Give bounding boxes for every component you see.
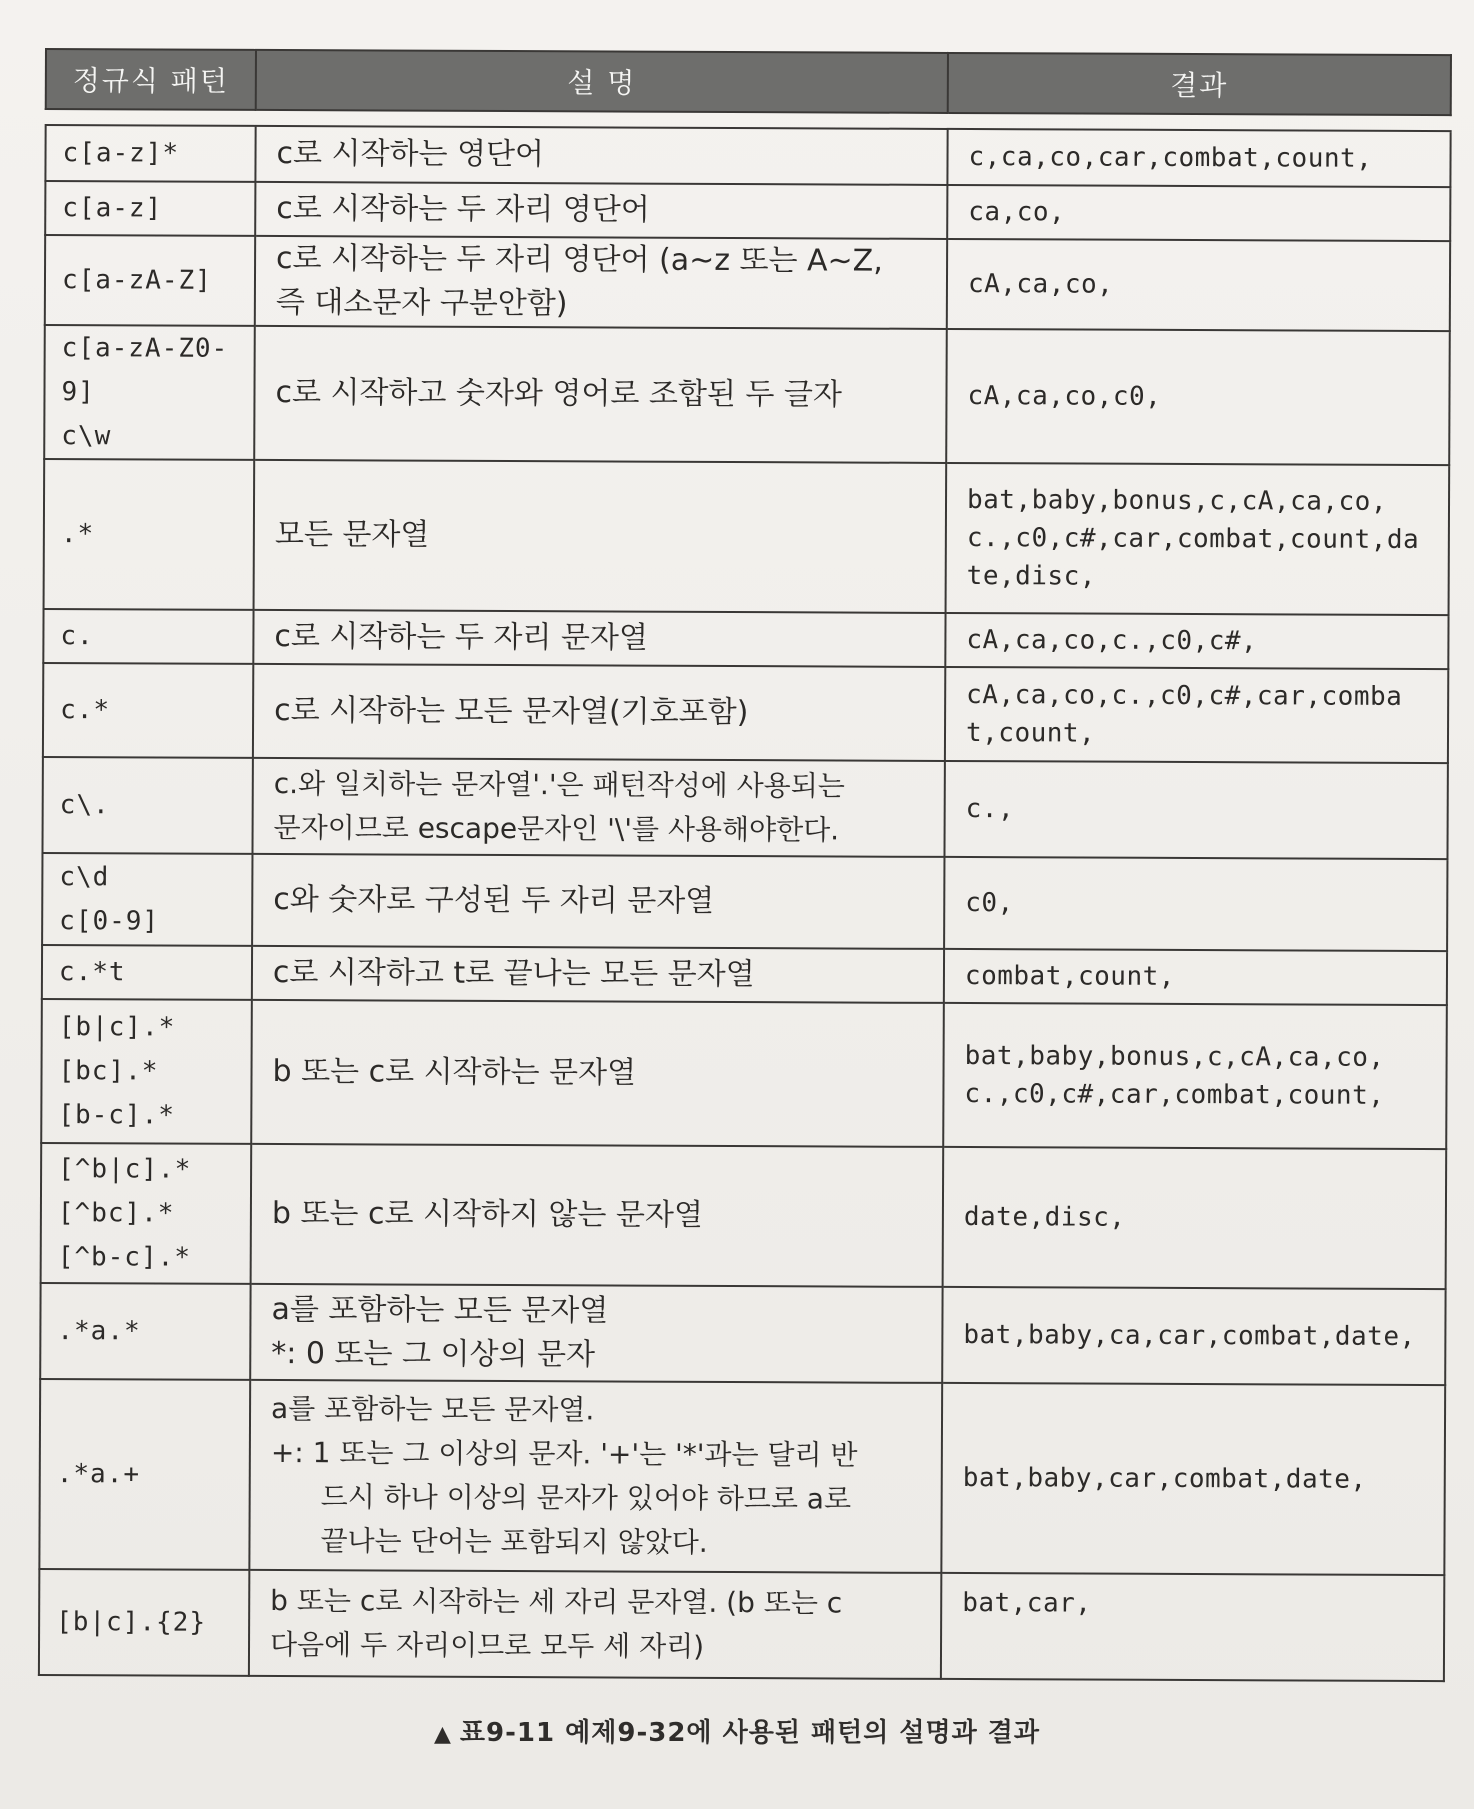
table-row — [39, 1379, 1445, 1575]
header-pattern: 정규식 패턴 — [46, 49, 256, 110]
table-row — [42, 853, 1447, 951]
pattern-cell: c[a-z] — [45, 181, 255, 236]
description-cell: c로 시작하는 두 자리 영단어 (a~z 또는 A~Z, 즉 대소문자 구분안함) — [255, 236, 947, 329]
result-cell: bat,baby,bonus,c,cA,ca,co,c.,c0,c#,car,combat,count,date,disc, — [946, 463, 1450, 615]
pattern-cell: .*a.* — [40, 1283, 250, 1380]
result-cell: cA,ca,co,c0, — [946, 329, 1450, 465]
pattern-cell: c. — [43, 609, 253, 664]
table-row — [43, 663, 1448, 763]
regex-pattern-table — [38, 48, 1452, 1682]
description-cell: c.와 일치하는 문자열'.'은 패턴작성에 사용되는 문자이므로 escape문자인 '\'를 사용해야한다. — [252, 758, 944, 857]
table-row — [45, 181, 1450, 241]
result-cell: ca,co, — [947, 185, 1450, 241]
result-cell: c0, — [944, 857, 1447, 951]
result-cell: date,disc, — [943, 1147, 1447, 1289]
description-cell: b 또는 c로 시작하는 문자열 — [251, 1000, 944, 1147]
description-cell: c로 시작하는 두 자리 문자열 — [253, 610, 945, 667]
result-cell: c,ca,co,car,combat,count, — [947, 129, 1450, 187]
header-result: 결과 — [948, 53, 1451, 115]
result-cell: bat,baby,ca,car,combat,date, — [942, 1287, 1445, 1385]
description-cell: 모든 문자열 — [254, 460, 947, 613]
description-cell: c로 시작하고 t로 끝나는 모든 문자열 — [252, 946, 944, 1003]
table-row — [42, 757, 1447, 859]
result-cell: cA,ca,co,c.,c0,c#,car,combat,count, — [945, 667, 1448, 763]
pattern-cell: c[a-z]* — [45, 125, 255, 182]
result-cell: c., — [944, 761, 1447, 859]
pattern-cell: c.*t — [42, 945, 252, 1000]
description-cell: c로 시작하는 두 자리 영단어 — [255, 182, 947, 239]
description-cell: c로 시작하는 모든 문자열(기호포함) — [253, 664, 945, 761]
description-cell: c로 시작하는 영단어 — [255, 126, 947, 185]
description-cell: c와 숫자로 구성된 두 자리 문자열 — [252, 854, 944, 949]
description-cell: a를 포함하는 모든 문자열 *: 0 또는 그 이상의 문자 — [250, 1284, 942, 1383]
pattern-cell: [b|c].* [bc].* [b-c].* — [41, 999, 252, 1144]
table-row — [44, 459, 1450, 615]
table-row — [42, 945, 1447, 1005]
table-header-row — [46, 49, 1451, 115]
table-row — [41, 999, 1447, 1149]
description-cell: c로 시작하고 숫자와 영어로 조합된 두 글자 — [254, 326, 947, 463]
result-cell: cA,ca,co,c.,c0,c#, — [945, 613, 1448, 669]
result-cell: combat,count, — [944, 949, 1447, 1005]
table-row — [40, 1283, 1445, 1385]
table-row — [45, 235, 1450, 331]
result-cell: bat,baby,car,combat,date, — [941, 1383, 1445, 1575]
pattern-cell: c[a-zA-Z] — [45, 235, 255, 326]
result-cell: bat,car, — [941, 1573, 1444, 1681]
caption-text: 표9-11 예제9-32에 사용된 패턴의 설명과 결과 — [459, 1718, 1041, 1748]
pattern-cell: [^b|c].* [^bc].* [^b-c].* — [41, 1143, 252, 1284]
pattern-cell: c[a-zA-Z0-9] c\w — [44, 325, 255, 460]
description-cell: b 또는 c로 시작하지 않는 문자열 — [251, 1144, 944, 1287]
result-cell: cA,ca,co, — [947, 239, 1450, 331]
pattern-cell: c\. — [42, 757, 252, 854]
table-row — [45, 125, 1450, 187]
table-row — [41, 1143, 1447, 1289]
pattern-cell: [b|c].{2} — [39, 1569, 249, 1676]
description-cell: b 또는 c로 시작하는 세 자리 문자열. (b 또는 c 다음에 두 자리이므로 모두 세 자리) — [249, 1570, 941, 1679]
table-row — [39, 1569, 1444, 1681]
pattern-cell: c\d c[0-9] — [42, 853, 252, 946]
result-cell: bat,baby,bonus,c,cA,ca,co,c.,c0,c#,car,combat,count, — [943, 1003, 1447, 1149]
table-caption — [0, 1712, 1474, 1749]
table-row — [44, 325, 1450, 465]
pattern-cell: .* — [44, 459, 255, 610]
table-row — [43, 609, 1448, 669]
description-cell: a를 포함하는 모든 문자열. +: 1 또는 그 이상의 문자. '+'는 '*'과는 달리 반 드시 하나 이상의 문자가 있어야 하므로 a로 끝나는 단어는 포함되지 않았다. — [249, 1380, 942, 1573]
triangle-marker-icon: ▲ — [433, 1722, 452, 1747]
header-description: 설 명 — [256, 50, 948, 113]
pattern-cell: .*a.+ — [39, 1379, 250, 1570]
pattern-cell: c.* — [43, 663, 253, 758]
